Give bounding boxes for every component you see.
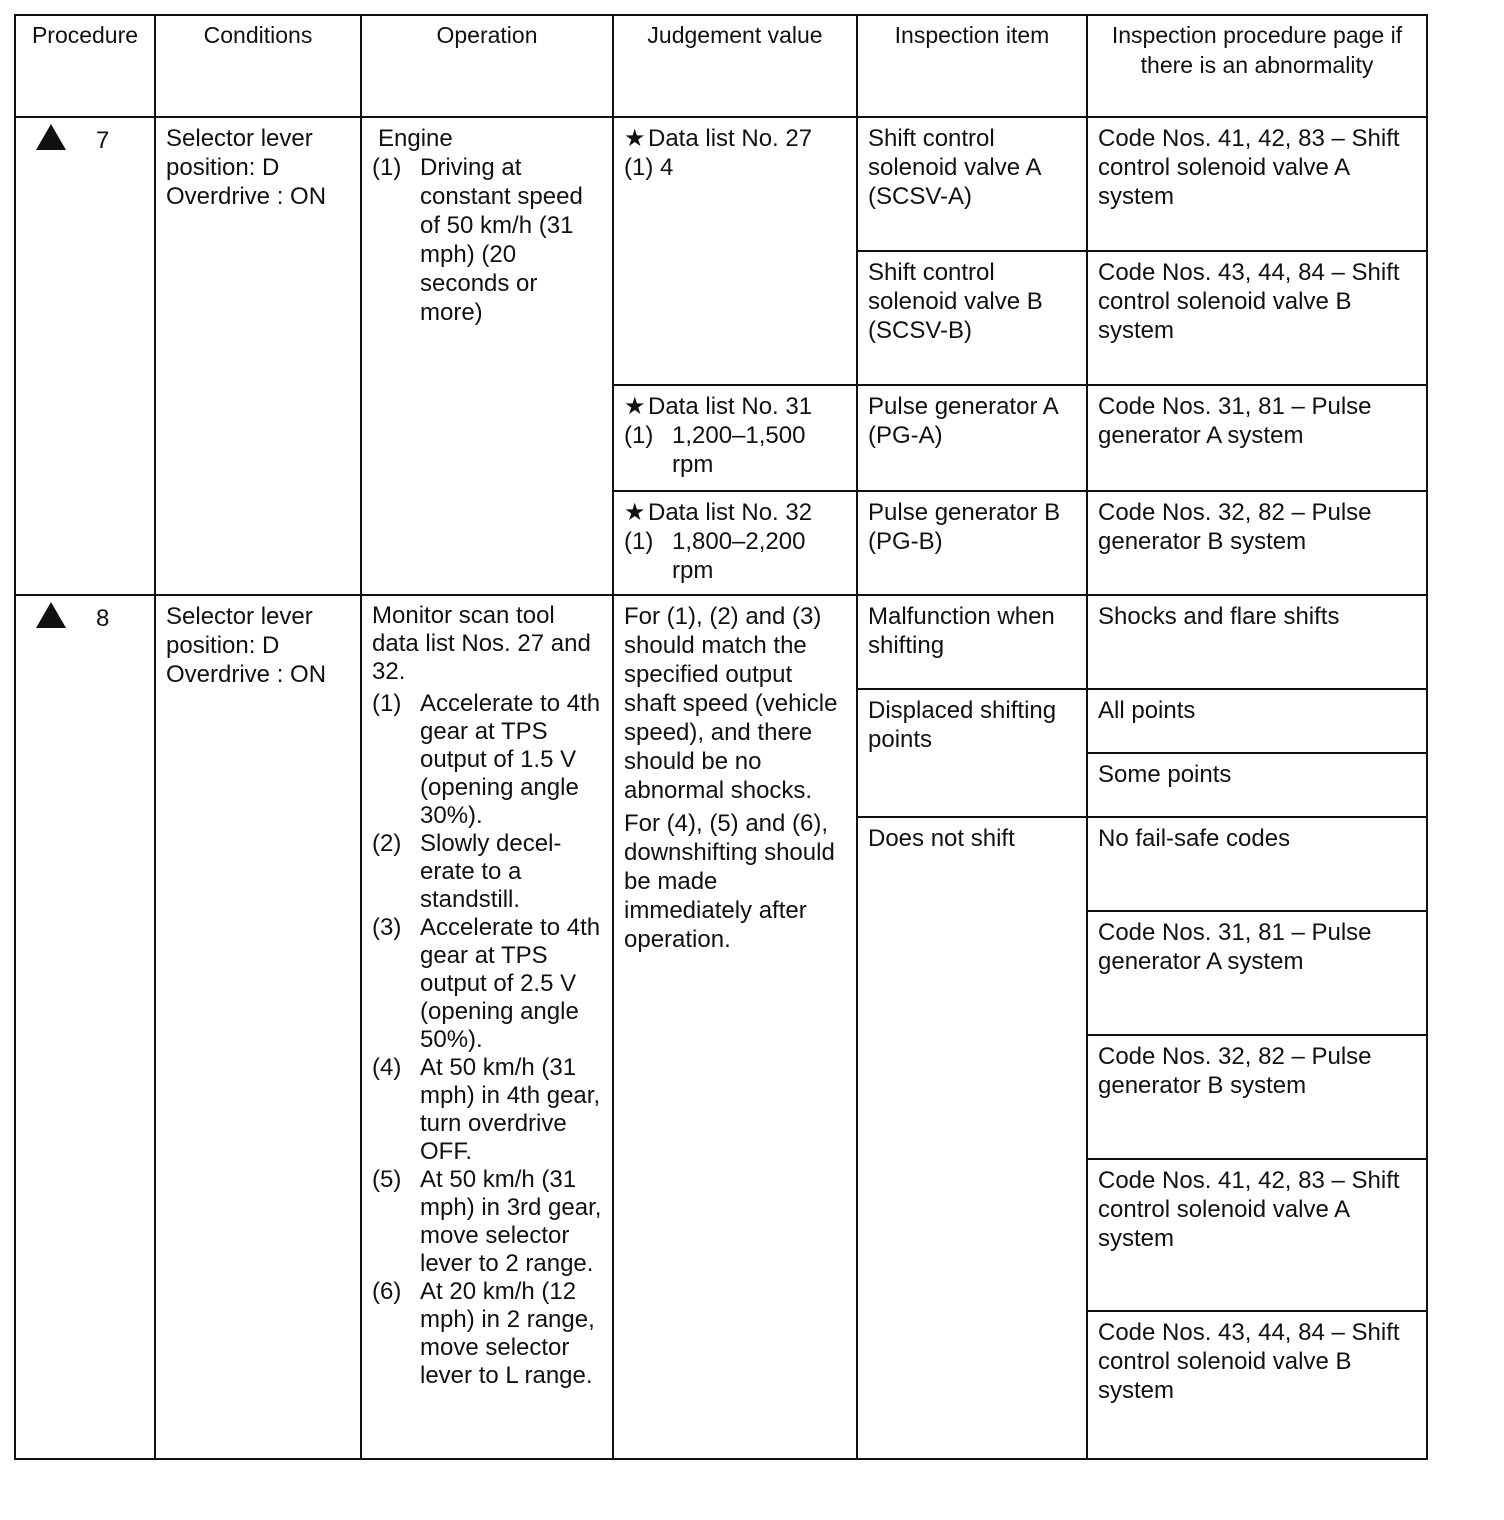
step-text: Accelerate to 4th gear at TPS output of 2.5 V (opening angle 50%). [420,914,601,1053]
operation-step [372,830,602,914]
condition-text: Overdrive : ON [166,661,327,688]
procedure-8-judgement [613,595,857,1459]
operation-step [372,690,602,830]
inspection-item: Pulse generator A (PG-A) [857,385,1087,491]
procedure-8-conditions [155,595,361,1459]
judgement-value: 1,800–2,200 rpm [672,528,806,584]
procedure-7-cell [15,117,155,595]
condition-text: Overdrive : ON [166,183,327,210]
header-operation: Operation [361,15,613,117]
inspection-page: All points [1087,689,1427,753]
inspection-item: Shift control solenoid valve A (SCSV-A) [857,117,1087,251]
operation-title: Engine [378,125,453,152]
inspection-page: No fail-safe codes [1087,817,1427,911]
judgement-text: For (1), (2) and (3) should match the specified output shaft speed (vehicle speed), and there should be no abnormal shocks. [624,603,838,804]
procedure-7-judgement-2 [613,385,857,491]
step-number: (5) [372,1166,402,1193]
inspection-page: Code Nos. 31, 81 – Pulse generator A system [1087,385,1427,491]
inspection-item: Does not shift [857,817,1087,1459]
step-text: Slowly decel-erate to a standstill. [420,830,562,913]
header-inspection-procedure-page: Inspection procedure page if there is an abnormality [1087,15,1427,117]
inspection-page: Some points [1087,753,1427,817]
judgement-value: (1) 4 [624,154,674,181]
procedure-number: 8 [96,605,110,632]
procedure-8-cell [15,595,155,1459]
operation-intro: Monitor scan tool data list Nos. 27 and 32. [372,602,591,685]
procedure-7-judgement-3 [613,491,857,595]
table-row [15,117,1427,251]
warning-triangle-icon [36,602,66,628]
inspection-page: Code Nos. 41, 42, 83 – Shift control solenoid valve A system [1087,117,1427,251]
inspection-page: Shocks and flare shifts [1087,595,1427,689]
judgement-text: For (4), (5) and (6), downshifting should be made immediately after operation. [624,810,835,953]
procedure-8-operation [361,595,613,1459]
step-number: (3) [372,914,402,941]
step-text: At 50 km/h (31 mph) in 3rd gear, move selector lever to 2 range. [420,1166,602,1277]
inspection-item: Pulse generator B (PG-B) [857,491,1087,595]
step-number: (6) [372,1278,402,1305]
step-text: Driving at constant speed of 50 km/h (31 mph) (20 seconds or more) [420,154,583,326]
operation-step [372,153,602,327]
table-row [15,595,1427,689]
procedure-number: 7 [96,127,110,154]
inspection-page: Code Nos. 31, 81 – Pulse generator A system [1087,911,1427,1035]
inspection-item: Malfunction when shifting [857,595,1087,689]
step-number: (1) [372,154,402,181]
judgement-number: (1) [624,422,654,449]
header-conditions: Conditions [155,15,361,117]
judgement-number: (1) [624,528,654,555]
inspection-page: Code Nos. 43, 44, 84 – Shift control solenoid valve B system [1087,1311,1427,1459]
step-text: At 50 km/h (31 mph) in 4th gear, turn overdrive OFF. [420,1054,601,1165]
star-icon: ★ [624,499,646,526]
inspection-item: Displaced shifting points [857,689,1087,817]
step-number: (1) [372,690,402,717]
inspection-item: Shift control solenoid valve B (SCSV-B) [857,251,1087,385]
judgement-title: Data list No. 27 [648,125,813,152]
operation-step [372,1054,602,1166]
step-number: (2) [372,830,402,857]
inspection-page: Code Nos. 41, 42, 83 – Shift control solenoid valve A system [1087,1159,1427,1311]
warning-triangle-icon [36,124,66,150]
inspection-page: Code Nos. 43, 44, 84 – Shift control solenoid valve B system [1087,251,1427,385]
header-judgement-value: Judgement value [613,15,857,117]
inspection-page: Code Nos. 32, 82 – Pulse generator B system [1087,491,1427,595]
procedure-7-judgement-1 [613,117,857,385]
judgement-value: 1,200–1,500 rpm [672,422,806,478]
header-inspection-item: Inspection item [857,15,1087,117]
condition-text: Selector lever position: D [166,603,313,659]
judgement-title: Data list No. 32 [648,499,813,526]
operation-step [372,1278,602,1390]
inspection-table [14,14,1428,1460]
header-row [15,15,1427,117]
procedure-7-operation [361,117,613,595]
star-icon: ★ [624,125,646,152]
header-procedure: Procedure [15,15,155,117]
judgement-title: Data list No. 31 [648,393,813,420]
operation-step [372,914,602,1054]
condition-text: Selector lever position: D [166,125,313,181]
step-number: (4) [372,1054,402,1081]
inspection-page: Code Nos. 32, 82 – Pulse generator B system [1087,1035,1427,1159]
step-text: At 20 km/h (12 mph) in 2 range, move selector lever to L range. [420,1278,595,1389]
star-icon: ★ [624,393,646,420]
procedure-7-conditions [155,117,361,595]
operation-step [372,1166,602,1278]
step-text: Accelerate to 4th gear at TPS output of 1.5 V (opening angle 30%). [420,690,601,829]
